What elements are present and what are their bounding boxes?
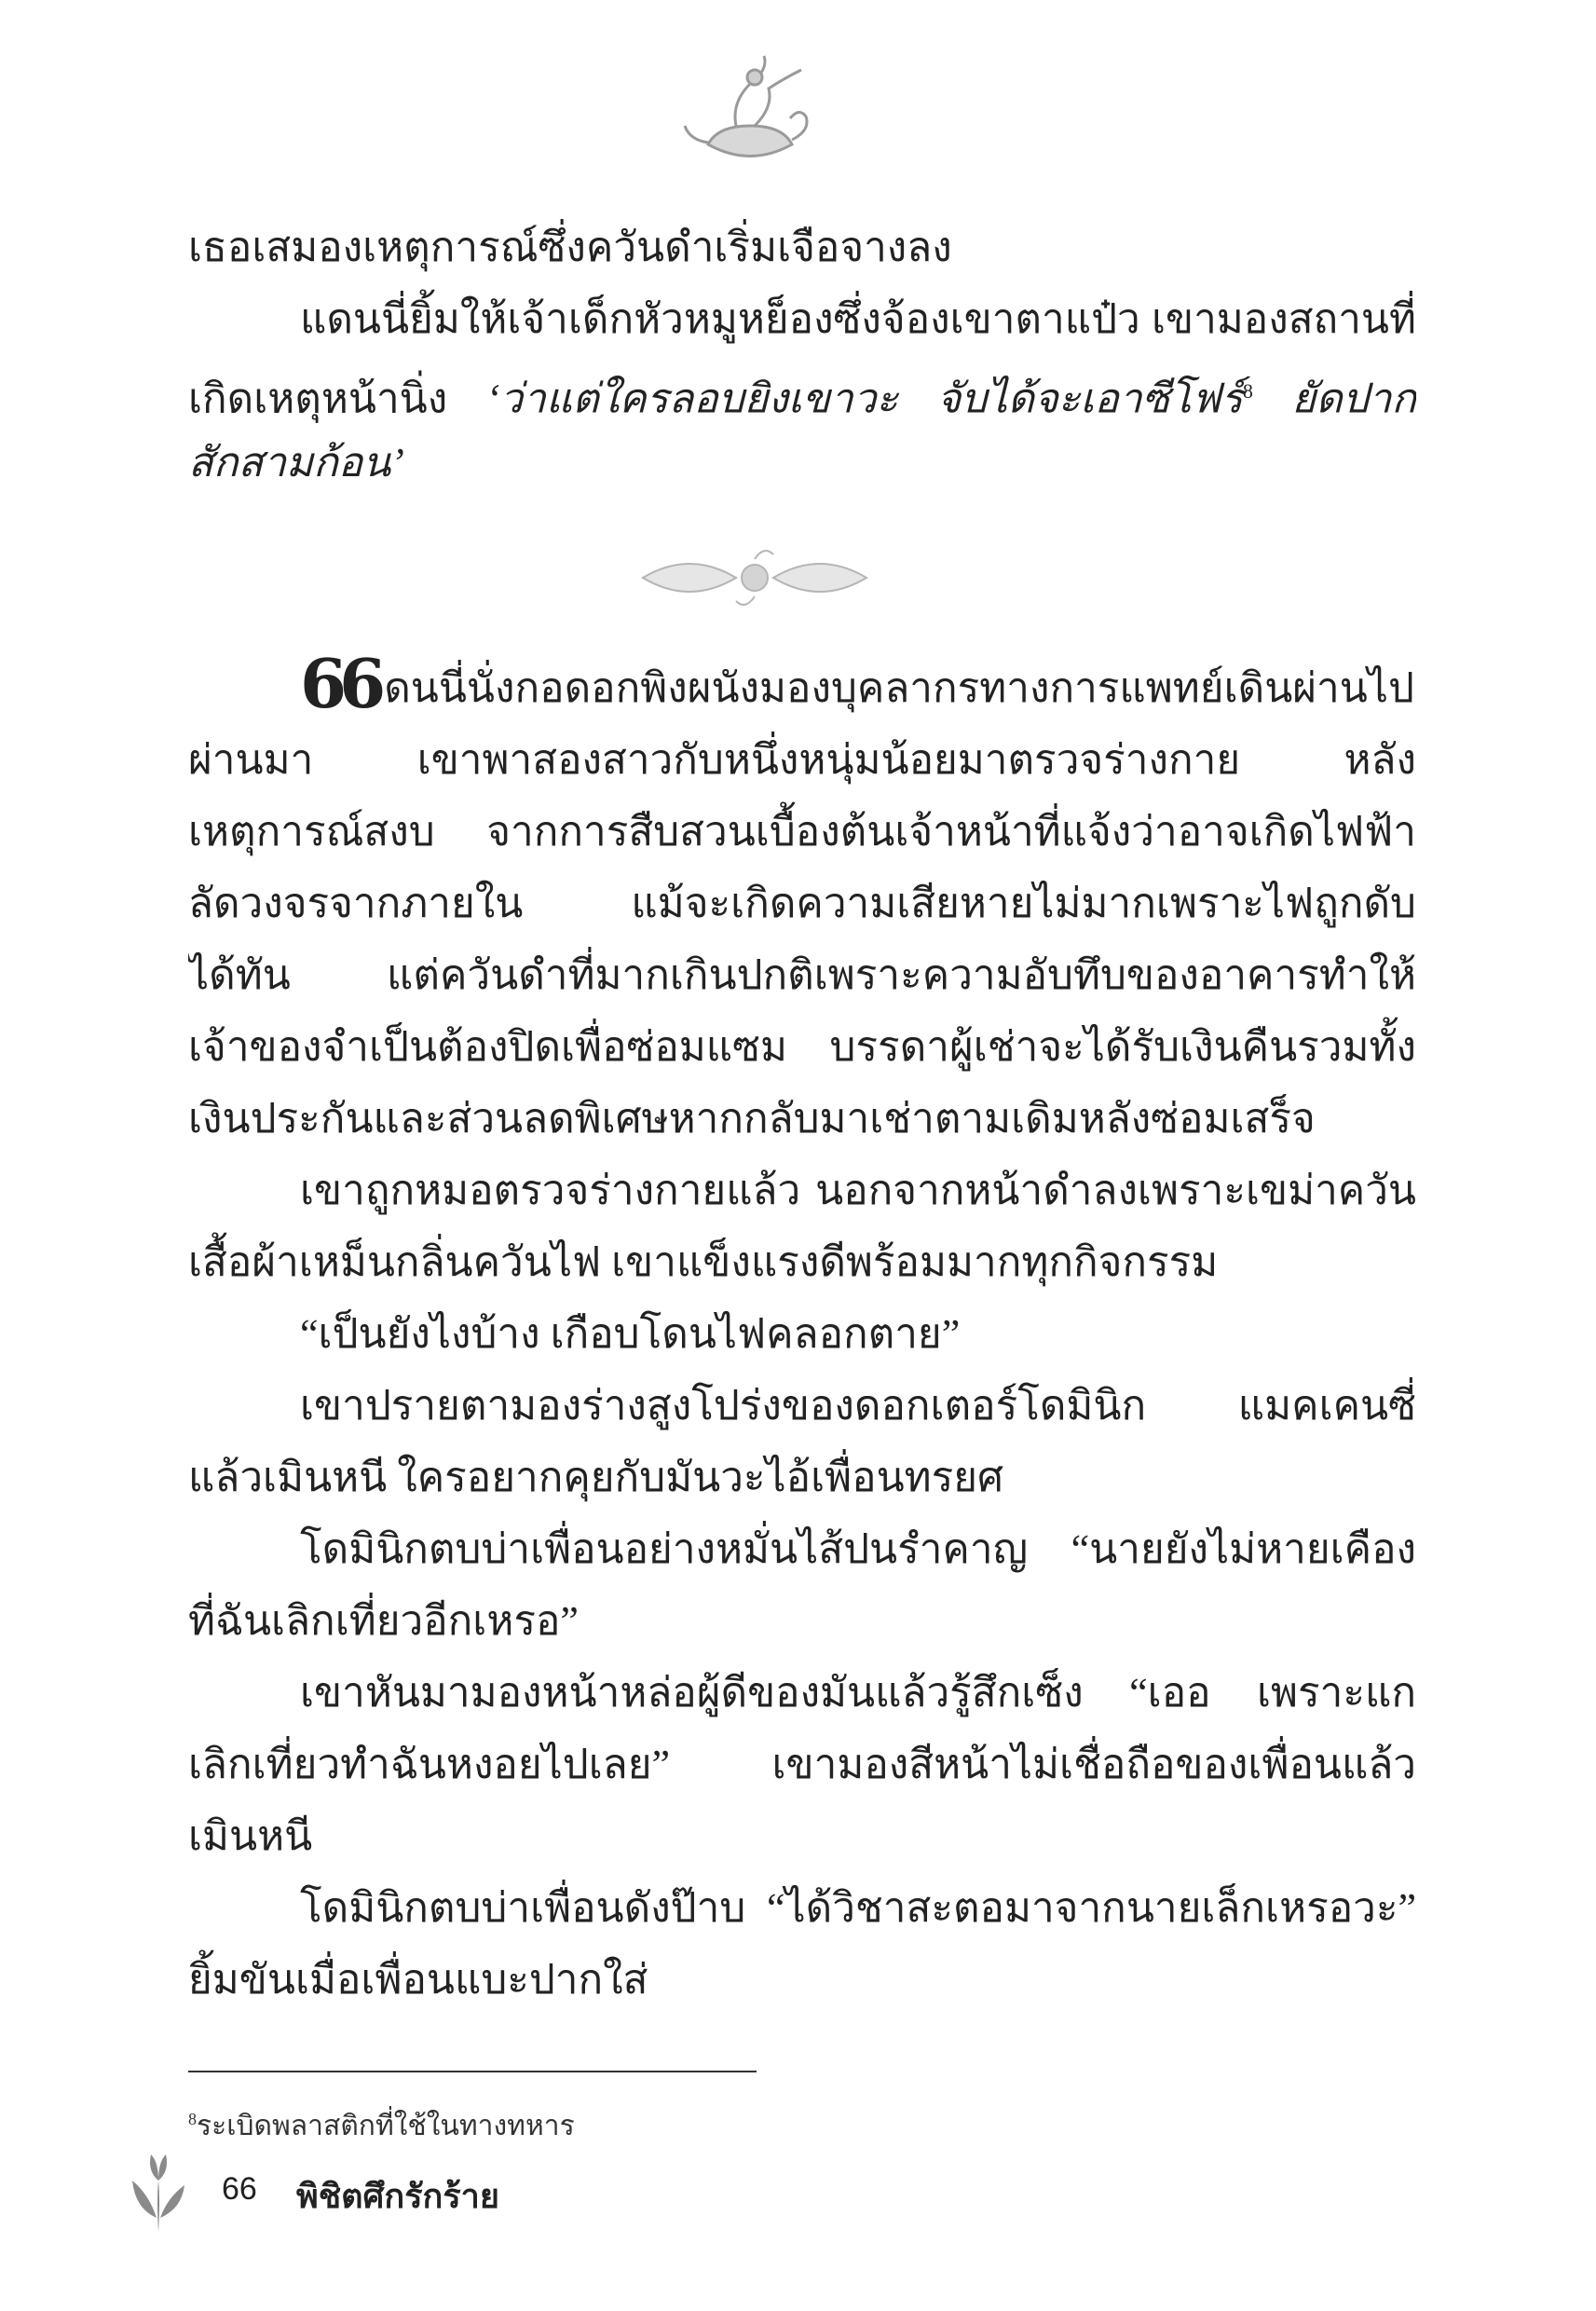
footnote-text: ระเบิดพลาสติกที่ใช้ในทางทหาร [197, 2111, 575, 2141]
text-line: แดนนี่ยิ้มให้เจ้าเด็กหัวหมูหย็องซึ่งจ้องเขาตาแป๋ว เขามองสถานที่ [300, 296, 1416, 342]
text-line: “เป็นยังไงบ้าง เกือบโดนไฟคลอกตาย” [300, 1311, 961, 1357]
footnote-marker: 8 [1242, 379, 1253, 403]
text-line: ผ่านมา เขาพาสองสาวกับหนึ่งหนุ่มน้อยมาตรวจร่างกาย หลัง [188, 737, 1416, 783]
footnote-divider [188, 2071, 757, 2072]
text-line: เธอเสมองเหตุการณ์ซึ่งควันดำเริ่มเจือจางลง [188, 225, 952, 270]
floral-divider-icon [634, 540, 876, 615]
text-line: สักสามก้อน’ [188, 440, 404, 485]
text-segment: ดนนี่นั่งกอดอกพิงผนังมองบุคลากรทางการแพทย์เดินผ่านไป [384, 665, 1414, 711]
opening-quote-mark: 66 [300, 652, 379, 723]
text-line: ได้ทัน แต่ควันดำที่มากเกินปกติเพราะความอับทึบของอาคารทำให้ [188, 952, 1416, 998]
text-line: เงินประกันและส่วนลดพิเศษหากกลับมาเช่าตามเดิมหลังซ่อมเสร็จ [188, 1096, 1316, 1142]
text-line: เสื้อผ้าเหม็นกลิ่นควันไฟ เขาแข็งแรงดีพร้อมมากทุกกิจกรรม [188, 1239, 1219, 1285]
book-title: พิชิตศึกรักร้าย [296, 2177, 499, 2215]
footnote [188, 2104, 575, 2148]
text-line: เหตุการณ์สงบ จากการสืบสวนเบื้องต้นเจ้าหน้าที่แจ้งว่าอาจเกิดไฟฟ้า [188, 809, 1416, 855]
text-segment: เกิดเหตุหน้านิ่ง [188, 376, 448, 422]
text-line: เขาหันมามองหน้าหล่อผู้ดีของมันแล้วรู้สึกเซ็ง “เออ เพราะแก [300, 1670, 1416, 1716]
main-passage [188, 652, 1416, 2016]
page-number: 66 [222, 2171, 257, 2207]
tulip-leaf-icon [130, 2143, 186, 2236]
text-line: ที่ฉันเลิกเที่ยวอีกเหรอ” [188, 1598, 579, 1644]
text-line: แล้วเมินหนี ใครอยากคุยกับมันวะไอ้เพื่อนทรยศ [188, 1455, 1003, 1500]
text-line: เจ้าของจำเป็นต้องปิดเพื่อซ่อมแซม บรรดาผู้เช่าจะได้รับเงินคืนรวมทั้ง [188, 1024, 1416, 1070]
text-line [188, 355, 1416, 427]
text-line [188, 652, 1416, 724]
text-line: ลัดวงจรจากภายใน แม้จะเกิดความเสียหายไม่มากเพราะไฟถูกดับ [188, 881, 1416, 926]
text-line: ยิ้มขันเมื่อเพื่อนแบะปากใส่ [188, 1957, 648, 2003]
text-line: เมินหนี [188, 1813, 313, 1859]
text-line: โดมินิกตบบ่าเพื่อนดังป๊าบ “ได้วิชาสะตอมาจากนายเล็กเหรอวะ” [300, 1885, 1416, 1931]
top-passage [188, 212, 1416, 499]
text-line: เขาปรายตามองร่างสูงโปร่งของดอกเตอร์โดมินิก แมคเคนซี่ [300, 1383, 1416, 1429]
italic-thought: ‘ว่าแต่ใครลอบยิงเขาวะ จับได้จะเอาซีโฟร์ [485, 376, 1243, 422]
text-line: เลิกเที่ยวทำฉันหงอยไปเลย” เขามองสีหน้าไม่เชื่อถือของเพื่อนแล้ว [188, 1742, 1416, 1787]
genie-lamp-icon [680, 51, 820, 172]
text-line: โดมินิกตบบ่าเพื่อนอย่างหมั่นไส้ปนรำคาญ “นายยังไม่หายเคือง [300, 1526, 1416, 1572]
italic-thought: ยัดปาก [1252, 376, 1416, 422]
footnote-marker: 8 [188, 2110, 197, 2128]
text-line: เขาถูกหมอตรวจร่างกายแล้ว นอกจากหน้าดำลงเพราะเขม่าควัน [300, 1168, 1416, 1213]
